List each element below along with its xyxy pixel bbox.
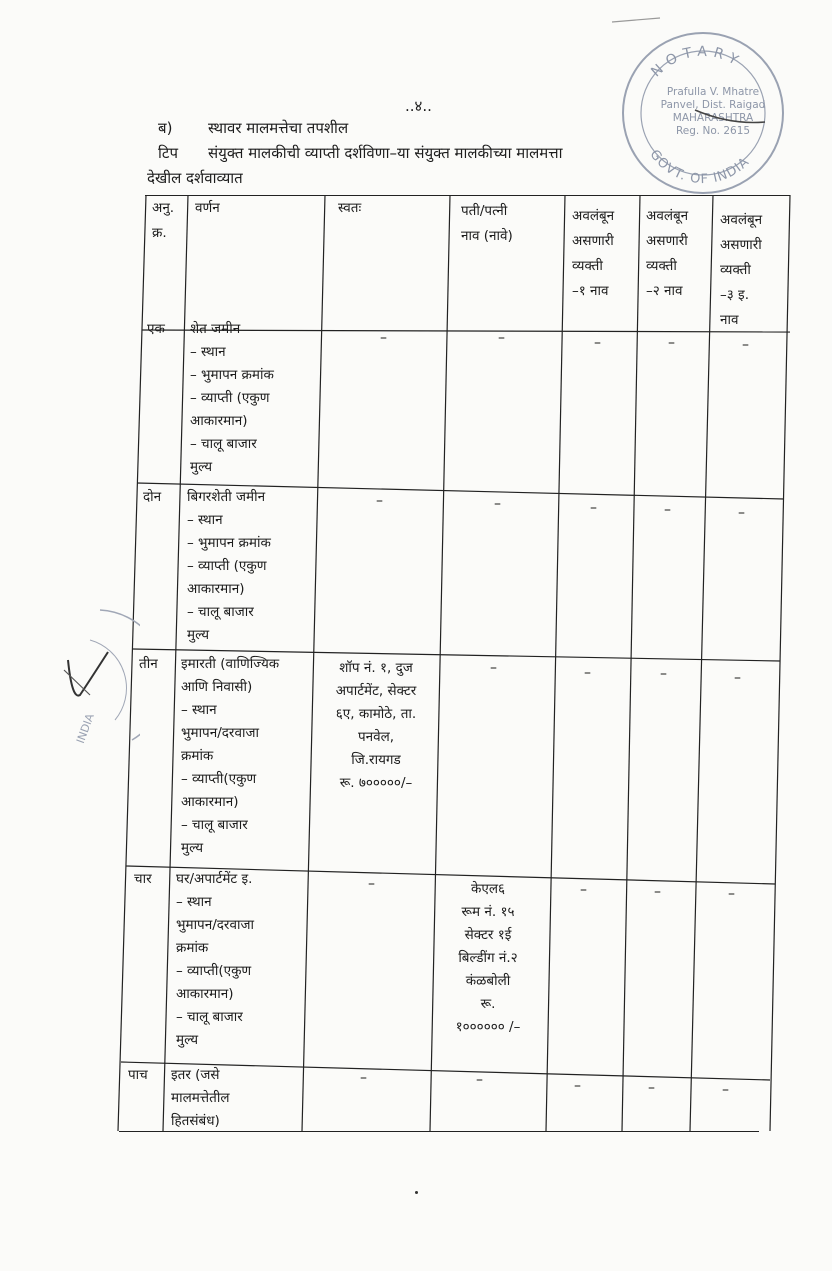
row-5-self: – (360, 1070, 367, 1086)
row-5-spouse: – (476, 1072, 483, 1088)
row-5-description: इतर (जसे मालमत्तेतील हितसंबंध) (171, 1067, 230, 1129)
left-seal-text: INDIA (73, 711, 97, 746)
row-2-serial: दोन (143, 489, 162, 505)
row-2-description: बिगरशेती जमीन – स्थान – भुमापन क्रमांक – व्याप्ती (एकुण आकारमान) – चालू बाजार मुल्य (187, 489, 271, 643)
seal-notary-name: Prafulla V. Mhatre (666, 86, 760, 98)
row-3-dependent-2: – (660, 666, 667, 682)
row-2-self: – (376, 493, 383, 509)
header-serial: अनु. क्र. (152, 200, 175, 241)
row-3-serial: तीन (139, 656, 158, 672)
header-dependent-2: अवलंबून असणारी व्यक्ती –२ नाव (646, 208, 689, 299)
scan-dot (415, 1191, 418, 1194)
seal-top-text: NOTARY (648, 43, 746, 81)
row-3-spouse: – (490, 660, 497, 676)
signature-stroke-top (600, 10, 780, 150)
page-number: ..४.. (405, 97, 432, 115)
header-spouse: पती/पत्नी नाव (नावे) (461, 203, 513, 244)
row-4-spouse: केएल६ रूम नं. १५ सेक्टर १ई बिल्डींग नं.२ कंळबोली रू. १०००००० /– (455, 881, 521, 1035)
header-description: वर्णन (195, 200, 220, 216)
row-5-dependent-2: – (648, 1080, 655, 1096)
note-label: टिप (158, 144, 178, 162)
row-5-dependent-1: – (574, 1078, 581, 1094)
seal-bottom-text: GOVT. OF INDIA (646, 147, 753, 188)
seal-registration: Reg. No. 2615 (675, 125, 751, 137)
row-4-dependent-3: – (728, 886, 735, 902)
row-1-serial: एक (147, 321, 165, 337)
row-1-spouse: – (498, 330, 505, 346)
row-1-dependent-3: – (742, 337, 749, 353)
row-2-spouse: – (494, 496, 501, 512)
row-5-dependent-3: – (722, 1082, 729, 1098)
row-3-dependent-3: – (734, 670, 741, 686)
row-3-description: इमारती (वाणिज्यिक आणि निवासी) – स्थान भुमापन/दरवाजा क्रमांक – व्याप्ती(एकुण आकारमान) – चालू बाजार मुल्य (181, 656, 280, 856)
row-4-description: घर/अपार्टमेंट इ. – स्थान भुमापन/दरवाजा क्रमांक – व्याप्ती(एकुण आकारमान) – चालू बाजार मुल्य (176, 871, 254, 1048)
note-text: संयुक्त मालकीची व्याप्ती दर्शविणा–या संयुक्त मालकीच्या मालमत्ता (208, 144, 563, 162)
section-title: स्थावर मालमत्तेचा तपशील (208, 119, 349, 137)
row-5-serial: पाच (128, 1067, 148, 1083)
row-2-dependent-3: – (738, 505, 745, 521)
header-dependent-3: अवलंबून असणारी व्यक्ती –३ इ. नाव (720, 212, 763, 328)
row-4-self: – (368, 876, 375, 892)
row-1-description: शेत जमीन – स्थान – भुमापन क्रमांक – व्याप्ती (एकुण आकारमान) – चालू बाजार मुल्य (190, 321, 274, 475)
left-seal-signature (60, 600, 140, 760)
row-1-dependent-1: – (594, 335, 601, 351)
row-3-dependent-1: – (584, 665, 591, 681)
row-1-dependent-2: – (668, 335, 675, 351)
row-2-dependent-2: – (664, 502, 671, 518)
row-4-dependent-1: – (580, 882, 587, 898)
row-1-self: – (380, 330, 387, 346)
seal-location: Panvel, Dist. Raigad (660, 99, 766, 111)
row-3-self: शॉप नं. १, दुज अपार्टमेंट, सेक्टर ६ए, कामोठे, ता. पनवेल, जि.रायगड रू. ७०००००/– (335, 660, 417, 791)
row-2-dependent-1: – (590, 500, 597, 516)
section-label: ब) (158, 119, 173, 137)
row-4-serial: चार (134, 871, 152, 887)
note-continuation: देखील दर्शवाव्यात (147, 169, 243, 187)
row-4-dependent-2: – (654, 884, 661, 900)
header-dependent-1: अवलंबून असणारी व्यक्ती –१ नाव (572, 208, 615, 299)
seal-state: MAHARASHTRA (672, 112, 754, 124)
header-self: स्वतः (338, 200, 362, 216)
